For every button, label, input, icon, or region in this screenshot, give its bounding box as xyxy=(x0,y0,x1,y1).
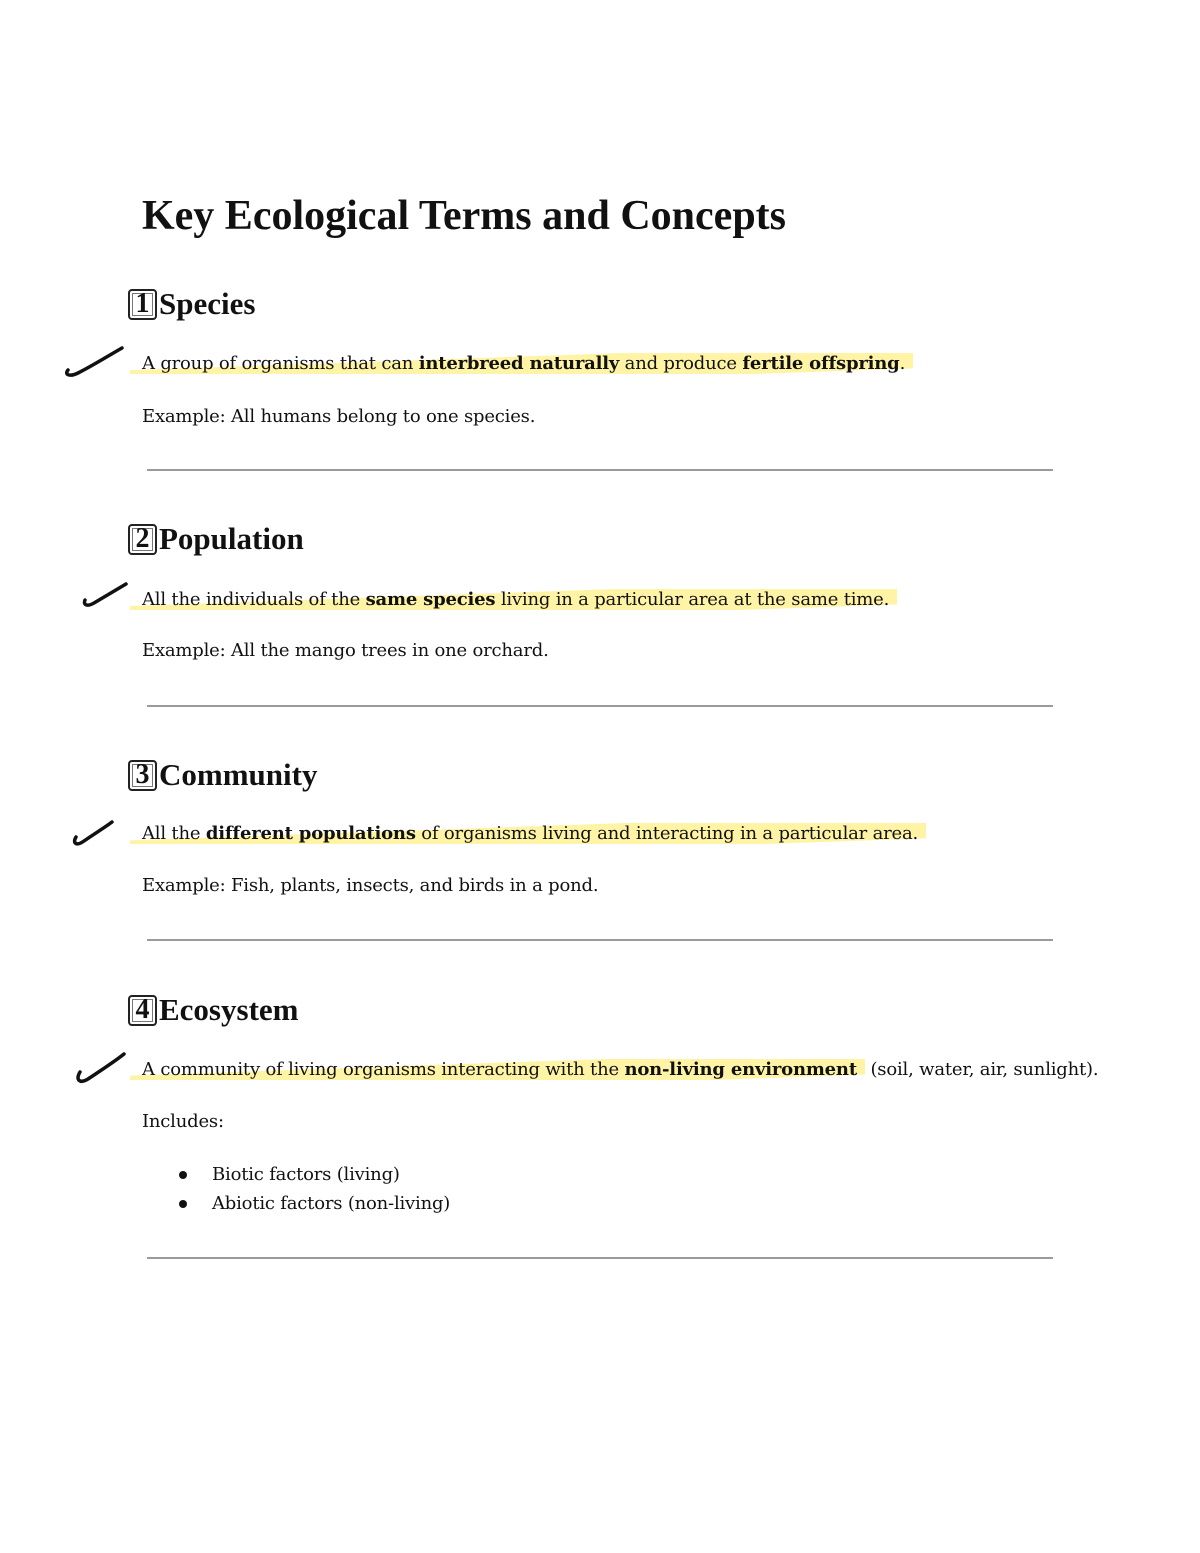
section-divider xyxy=(147,1257,1053,1259)
section-heading-population xyxy=(128,519,304,559)
highlighted-definition: All the individuals of the same species living in a particular area at the same time. xyxy=(130,589,897,610)
includes-label: Includes: xyxy=(142,1111,224,1132)
section-divider xyxy=(147,939,1053,941)
checkmark-icon xyxy=(70,818,116,848)
key-term: non-living environment xyxy=(624,1059,857,1080)
list-item: Biotic factors (living) xyxy=(174,1160,450,1189)
definition-population xyxy=(142,587,897,613)
section-heading-text: Population xyxy=(159,521,304,556)
key-term: same species xyxy=(365,589,496,610)
key-term: interbreed naturally xyxy=(418,353,620,374)
highlighted-definition: A community of living organisms interacting with the non-living environment xyxy=(130,1059,865,1080)
checkmark-icon xyxy=(72,1050,128,1086)
highlighted-definition: All the different populations of organisms living and interacting in a particular area. xyxy=(130,823,926,844)
section-number-badge: 4 xyxy=(128,995,157,1026)
section-number-badge: 1 xyxy=(128,289,157,320)
section-heading-community xyxy=(128,755,317,795)
section-heading-text: Species xyxy=(159,286,256,321)
example-community: Example: Fish, plants, insects, and birds in a pond. xyxy=(142,875,599,896)
definition-ecosystem: A community of living organisms interacting with the non-living environment (soil, water, air, sunlight). xyxy=(142,1057,1098,1083)
checkmark-icon xyxy=(62,342,126,378)
example-species: Example: All humans belong to one species. xyxy=(142,406,536,427)
page-title: Key Ecological Terms and Concepts xyxy=(142,193,787,239)
section-heading-text: Community xyxy=(159,757,318,792)
checkmark-icon xyxy=(80,580,130,610)
section-heading-text: Ecosystem xyxy=(159,992,299,1027)
section-heading-ecosystem xyxy=(128,990,298,1030)
section-number-badge: 2 xyxy=(128,524,157,555)
section-divider xyxy=(147,469,1053,471)
list-item: Abiotic factors (non-living) xyxy=(174,1189,450,1218)
key-term: fertile offspring xyxy=(742,353,900,374)
highlighted-definition: A group of organisms that can interbreed naturally and produce fertile offspring. xyxy=(130,353,913,374)
includes-list xyxy=(174,1160,450,1218)
section-number-badge: 3 xyxy=(128,760,157,791)
definition-species xyxy=(142,351,913,377)
bullet-icon xyxy=(179,1200,187,1208)
bullet-icon xyxy=(179,1171,187,1179)
section-divider xyxy=(147,705,1053,707)
key-term: different populations xyxy=(205,823,416,844)
definition-community xyxy=(142,821,926,847)
section-heading-species xyxy=(128,284,255,324)
example-population: Example: All the mango trees in one orchard. xyxy=(142,640,549,661)
